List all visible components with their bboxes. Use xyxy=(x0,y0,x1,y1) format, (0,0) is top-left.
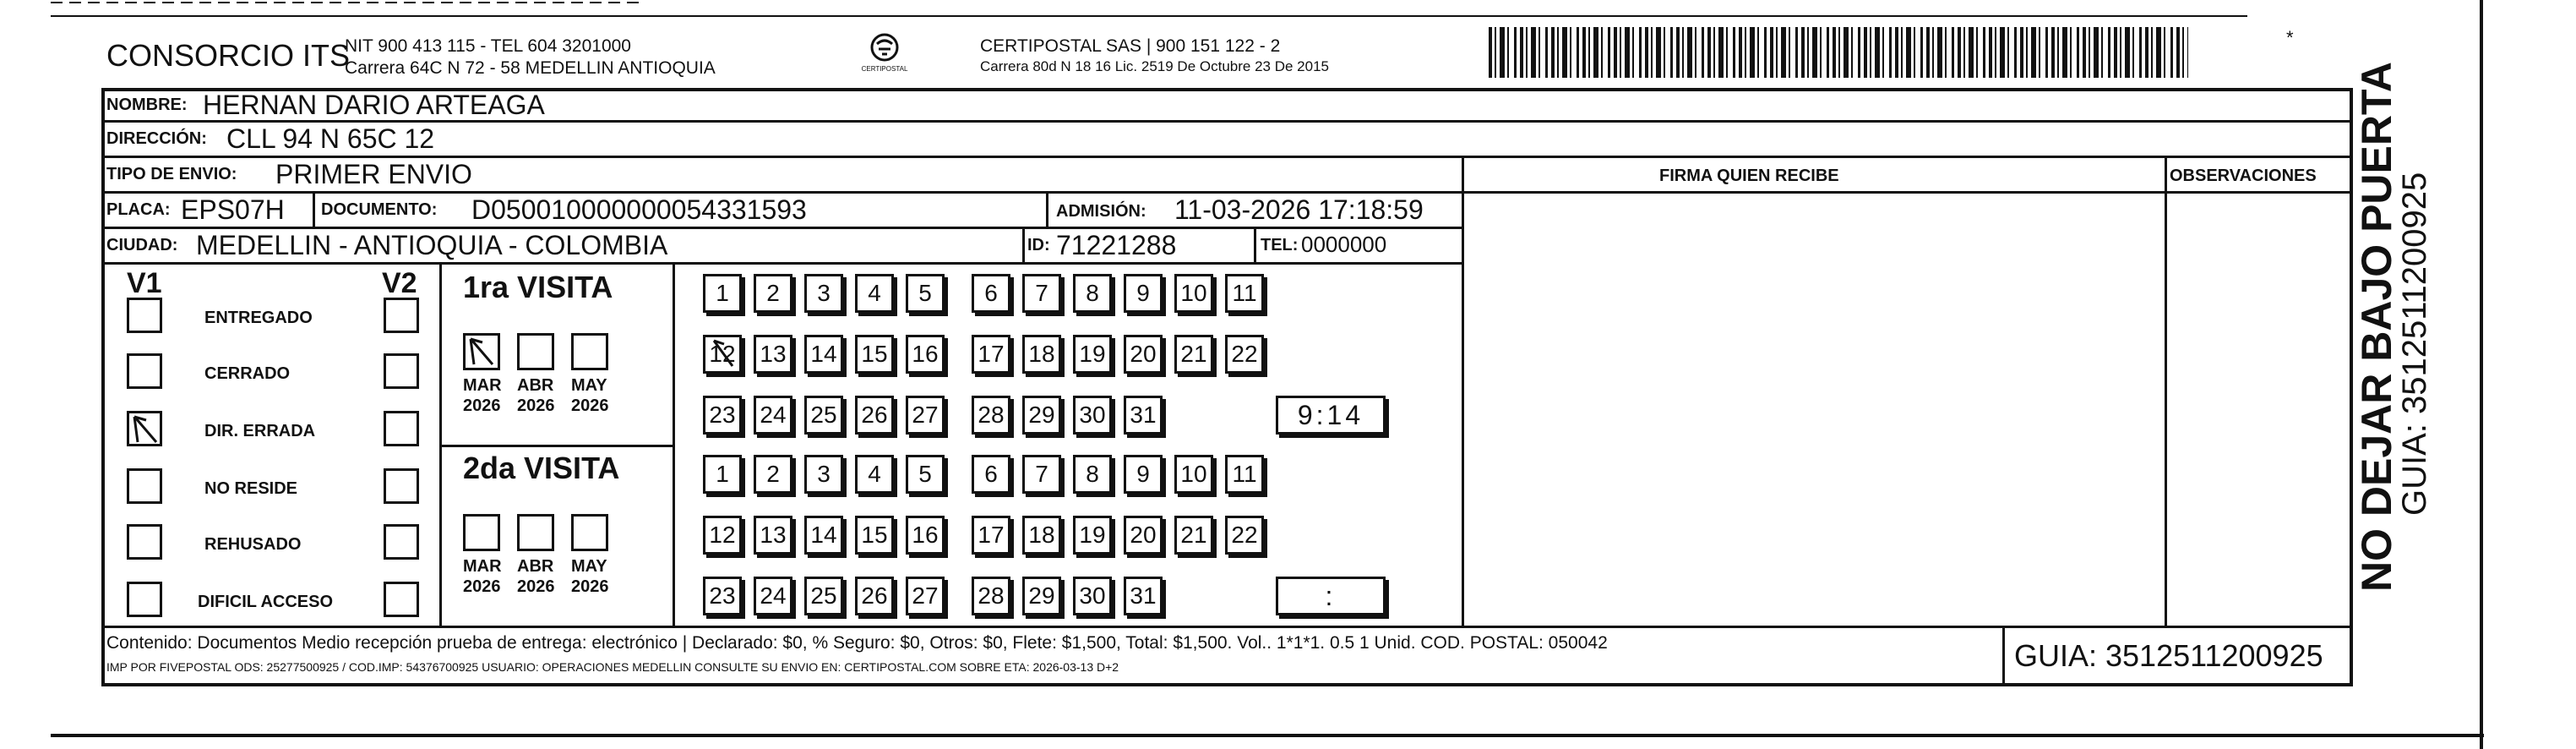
time-box[interactable]: : xyxy=(1276,577,1386,615)
top-dashed-rule xyxy=(51,2,642,3)
nombre-value: HERNAN DARIO ARTEAGA xyxy=(203,90,545,120)
bottom-rule xyxy=(51,734,2484,737)
day-box[interactable]: 30 xyxy=(1073,396,1112,435)
v2-checkbox[interactable] xyxy=(384,298,419,333)
month-label: MAY xyxy=(571,557,607,576)
header-mark: * xyxy=(2286,27,2294,48)
row-line xyxy=(101,227,1463,229)
day-box[interactable]: 6 xyxy=(972,274,1010,313)
carrier-license: Carrera 80d N 18 16 Lic. 2519 De Octubre 23 De 2015 xyxy=(980,58,1329,74)
day-box[interactable]: 12 xyxy=(703,335,742,374)
day-box[interactable]: 13 xyxy=(754,335,792,374)
top-rule xyxy=(51,15,2247,17)
ciudad-value: MEDELLIN - ANTIOQUIA - COLOMBIA xyxy=(196,230,668,260)
day-box[interactable]: 18 xyxy=(1022,516,1061,555)
id-label: ID: xyxy=(1027,236,1050,254)
admision-label: ADMISIÓN: xyxy=(1056,202,1146,221)
v2-checkbox[interactable] xyxy=(384,353,419,389)
day-box[interactable]: 15 xyxy=(855,516,894,555)
certipostal-logo-text: CERTIPOSTAL xyxy=(861,65,908,73)
v2-checkbox[interactable] xyxy=(384,582,419,617)
v2-checkbox[interactable] xyxy=(384,468,419,504)
day-box[interactable]: 3 xyxy=(804,274,843,313)
documento-value: D050010000000054331593 xyxy=(471,194,807,225)
day-box[interactable]: 27 xyxy=(906,396,945,435)
no-dejar-warning: NO DEJAR BAJO PUERTA xyxy=(2353,62,2400,592)
day-box[interactable]: 20 xyxy=(1124,335,1163,374)
status-label: DIR. ERRADA xyxy=(204,422,316,440)
day-box[interactable]: 18 xyxy=(1022,335,1061,374)
day-box[interactable]: 5 xyxy=(906,274,945,313)
day-box[interactable]: 4 xyxy=(855,455,894,494)
month-label: MAR xyxy=(463,376,502,395)
month-year: 2026 xyxy=(463,577,501,596)
day-box[interactable]: 2 xyxy=(754,274,792,313)
day-box[interactable]: 24 xyxy=(754,396,792,435)
day-box[interactable]: 30 xyxy=(1073,577,1112,615)
day-box[interactable]: 6 xyxy=(972,455,1010,494)
day-box[interactable]: 27 xyxy=(906,577,945,615)
firma-label: FIRMA QUIEN RECIBE xyxy=(1659,167,1839,185)
month-checkbox[interactable] xyxy=(571,514,608,551)
row-line xyxy=(101,626,2353,628)
col-line xyxy=(1046,193,1048,227)
v1-checkbox[interactable] xyxy=(127,353,162,389)
visit-divider xyxy=(673,264,675,626)
v2-header: V2 xyxy=(382,267,417,299)
day-box[interactable]: 2 xyxy=(754,455,792,494)
col-line xyxy=(1254,228,1256,262)
status-label: DIFICIL ACCESO xyxy=(198,593,334,611)
direccion-label: DIRECCIÓN: xyxy=(106,129,207,148)
month-label: MAR xyxy=(463,557,502,576)
side-guia: GUIA: 3512511200925 xyxy=(2396,172,2433,516)
day-box[interactable]: 3 xyxy=(804,455,843,494)
month-checkbox[interactable] xyxy=(517,333,554,370)
day-box[interactable]: 26 xyxy=(855,577,894,615)
day-box[interactable]: 14 xyxy=(804,335,843,374)
time-box[interactable]: 9:14 xyxy=(1276,396,1386,435)
day-box[interactable]: 15 xyxy=(855,335,894,374)
month-checkbox[interactable] xyxy=(517,514,554,551)
visit-title: 2da VISITA xyxy=(463,451,620,485)
v2-checkbox[interactable] xyxy=(384,411,419,446)
col-line xyxy=(1022,228,1025,262)
day-box[interactable]: 25 xyxy=(804,577,843,615)
day-box[interactable]: 21 xyxy=(1174,516,1213,555)
carrier-name: CERTIPOSTAL SAS | 900 151 122 - 2 xyxy=(980,36,1281,56)
day-box[interactable]: 22 xyxy=(1225,335,1264,374)
day-box[interactable]: 4 xyxy=(855,274,894,313)
day-box[interactable]: 5 xyxy=(906,455,945,494)
day-box[interactable]: 10 xyxy=(1174,455,1213,494)
month-checkbox[interactable] xyxy=(571,333,608,370)
month-year: 2026 xyxy=(517,577,555,596)
day-box[interactable]: 16 xyxy=(906,516,945,555)
day-box[interactable]: 24 xyxy=(754,577,792,615)
documento-label: DOCUMENTO: xyxy=(321,200,438,219)
day-box[interactable]: 25 xyxy=(804,396,843,435)
status-label: CERRADO xyxy=(204,364,291,383)
day-box[interactable]: 19 xyxy=(1073,516,1112,555)
day-box[interactable]: 1 xyxy=(703,274,742,313)
month-year: 2026 xyxy=(463,396,501,415)
day-box[interactable]: 28 xyxy=(972,577,1010,615)
day-box[interactable]: 14 xyxy=(804,516,843,555)
day-box[interactable]: 29 xyxy=(1022,396,1061,435)
v1-checkbox[interactable] xyxy=(127,524,162,560)
day-box[interactable]: 22 xyxy=(1225,516,1264,555)
day-box[interactable]: 10 xyxy=(1174,274,1213,313)
day-box[interactable]: 13 xyxy=(754,516,792,555)
day-box[interactable]: 31 xyxy=(1124,396,1163,435)
month-label: MAY xyxy=(571,376,607,395)
v1-header: V1 xyxy=(127,267,162,299)
id-value: 71221288 xyxy=(1056,230,1177,260)
footer-imp: IMP POR FIVEPOSTAL ODS: 25277500925 / COD.IMP: 54376700925 USUARIO: OPERACIONES MEDELLIN CONSULTE SU ENVIO EN: CERTIPOSTAL.COM SOBRE ETA: 2026-03-13 D+2 xyxy=(106,660,1119,674)
status-label: ENTREGADO xyxy=(204,309,313,327)
footer-guia: GUIA: 3512511200925 xyxy=(2014,638,2323,673)
day-box[interactable]: 20 xyxy=(1124,516,1163,555)
row-line xyxy=(101,262,1463,265)
month-label: ABR xyxy=(517,376,554,395)
day-box[interactable]: 23 xyxy=(703,396,742,435)
day-box[interactable]: 29 xyxy=(1022,577,1061,615)
day-box[interactable]: 7 xyxy=(1022,455,1061,494)
month-year: 2026 xyxy=(571,577,609,596)
month-label: ABR xyxy=(517,557,554,576)
tipo-envio-label: TIPO DE ENVIO: xyxy=(106,165,237,183)
day-box[interactable]: 17 xyxy=(972,516,1010,555)
day-box[interactable]: 16 xyxy=(906,335,945,374)
tel-value: 0000000 xyxy=(1301,232,1387,257)
day-box[interactable]: 23 xyxy=(703,577,742,615)
placa-label: PLACA: xyxy=(106,200,171,219)
month-year: 2026 xyxy=(517,396,555,415)
day-box[interactable]: 9 xyxy=(1124,274,1163,313)
month-year: 2026 xyxy=(571,396,609,415)
day-box[interactable]: 28 xyxy=(972,396,1010,435)
month-checkbox[interactable] xyxy=(463,333,500,370)
day-box[interactable]: 1 xyxy=(703,455,742,494)
day-box[interactable]: 8 xyxy=(1073,455,1112,494)
status-label: REHUSADO xyxy=(204,535,302,554)
row-line xyxy=(101,191,2353,194)
day-box[interactable]: 11 xyxy=(1225,455,1264,494)
barcode xyxy=(1489,27,2188,78)
status-label: NO RESIDE xyxy=(204,479,298,498)
v2-checkbox[interactable] xyxy=(384,524,419,560)
nombre-label: NOMBRE: xyxy=(106,96,188,114)
admision-value: 11-03-2026 17:18:59 xyxy=(1174,194,1424,225)
certipostal-logo xyxy=(860,32,909,76)
footer-content: Contenido: Documentos Medio recepción prueba de entrega: electrónico | Declarado: $0, % Seguro: $0, Otros: $0, Flete: $1,500, Total: $1,500. Vol.. 1*1*1. 0.5 1 Unid. COD. POSTAL: 050042 xyxy=(106,633,1608,653)
day-box[interactable]: 12 xyxy=(703,516,742,555)
right-edge-line xyxy=(2480,0,2483,749)
day-box[interactable]: 8 xyxy=(1073,274,1112,313)
row-line xyxy=(101,156,2353,158)
visit-separator xyxy=(439,445,673,447)
tel-label: TEL: xyxy=(1261,236,1299,254)
direccion-value: CLL 94 N 65C 12 xyxy=(226,123,435,154)
row-line xyxy=(101,120,2353,123)
col-line xyxy=(313,193,315,227)
company-nit: NIT 900 413 115 - TEL 604 3201000 xyxy=(345,36,631,56)
month-checkbox[interactable] xyxy=(463,514,500,551)
visit-title: 1ra VISITA xyxy=(463,270,613,304)
day-box[interactable]: 7 xyxy=(1022,274,1061,313)
v1-checkbox[interactable] xyxy=(127,298,162,333)
v1-checkbox[interactable] xyxy=(127,582,162,617)
v1-checkbox[interactable] xyxy=(127,411,162,446)
company-address: Carrera 64C N 72 - 58 MEDELLIN ANTIOQUIA xyxy=(345,58,716,78)
day-box[interactable]: 26 xyxy=(855,396,894,435)
col-line xyxy=(2165,156,2167,626)
col-line xyxy=(2002,627,2005,686)
day-box[interactable]: 21 xyxy=(1174,335,1213,374)
day-box[interactable]: 11 xyxy=(1225,274,1264,313)
day-box[interactable]: 31 xyxy=(1124,577,1163,615)
col-line xyxy=(1462,156,1464,626)
day-box[interactable]: 9 xyxy=(1124,455,1163,494)
day-box[interactable]: 19 xyxy=(1073,335,1112,374)
observaciones-label: OBSERVACIONES xyxy=(2170,167,2317,185)
tipo-envio-value: PRIMER ENVIO xyxy=(275,159,472,189)
company-name: CONSORCIO ITS xyxy=(106,38,351,73)
day-box[interactable]: 17 xyxy=(972,335,1010,374)
v1-checkbox[interactable] xyxy=(127,468,162,504)
placa-value: EPS07H xyxy=(181,194,285,225)
ciudad-label: CIUDAD: xyxy=(106,236,178,254)
